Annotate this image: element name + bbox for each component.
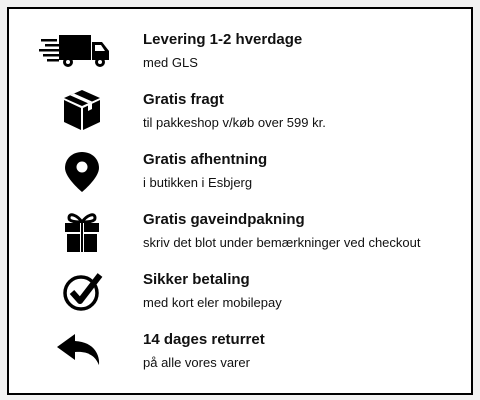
feature-title: Gratis fragt xyxy=(143,91,224,108)
feature-free-shipping xyxy=(9,90,471,140)
delivery-truck-icon xyxy=(37,30,117,80)
feature-subtitle: til pakkeshop v/køb over 599 kr. xyxy=(143,115,326,130)
feature-title: Levering 1-2 hverdage xyxy=(143,31,303,48)
feature-gift-wrapping xyxy=(9,210,471,260)
gift-icon xyxy=(37,210,117,260)
feature-returns xyxy=(9,330,471,380)
feature-title: Gratis afhentning xyxy=(143,151,268,168)
package-box-icon xyxy=(37,90,117,140)
feature-subtitle: med GLS xyxy=(143,55,198,70)
feature-title: 14 dages returret xyxy=(143,331,265,348)
location-pin-icon xyxy=(37,150,117,200)
usp-panel xyxy=(7,7,473,395)
feature-subtitle: med kort eler mobilepay xyxy=(143,295,282,310)
feature-secure-payment xyxy=(9,270,471,320)
feature-subtitle: i butikken i Esbjerg xyxy=(143,175,253,190)
feature-title: Gratis gaveindpakning xyxy=(143,211,305,228)
feature-subtitle: på alle vores varer xyxy=(143,355,250,370)
secure-checkmark-icon xyxy=(37,270,117,320)
feature-subtitle: skriv det blot under bemærkninger ved checkout xyxy=(143,235,421,250)
feature-delivery xyxy=(9,30,471,80)
return-arrow-icon xyxy=(37,330,117,380)
feature-title: Sikker betaling xyxy=(143,271,250,288)
feature-pickup xyxy=(9,150,471,200)
